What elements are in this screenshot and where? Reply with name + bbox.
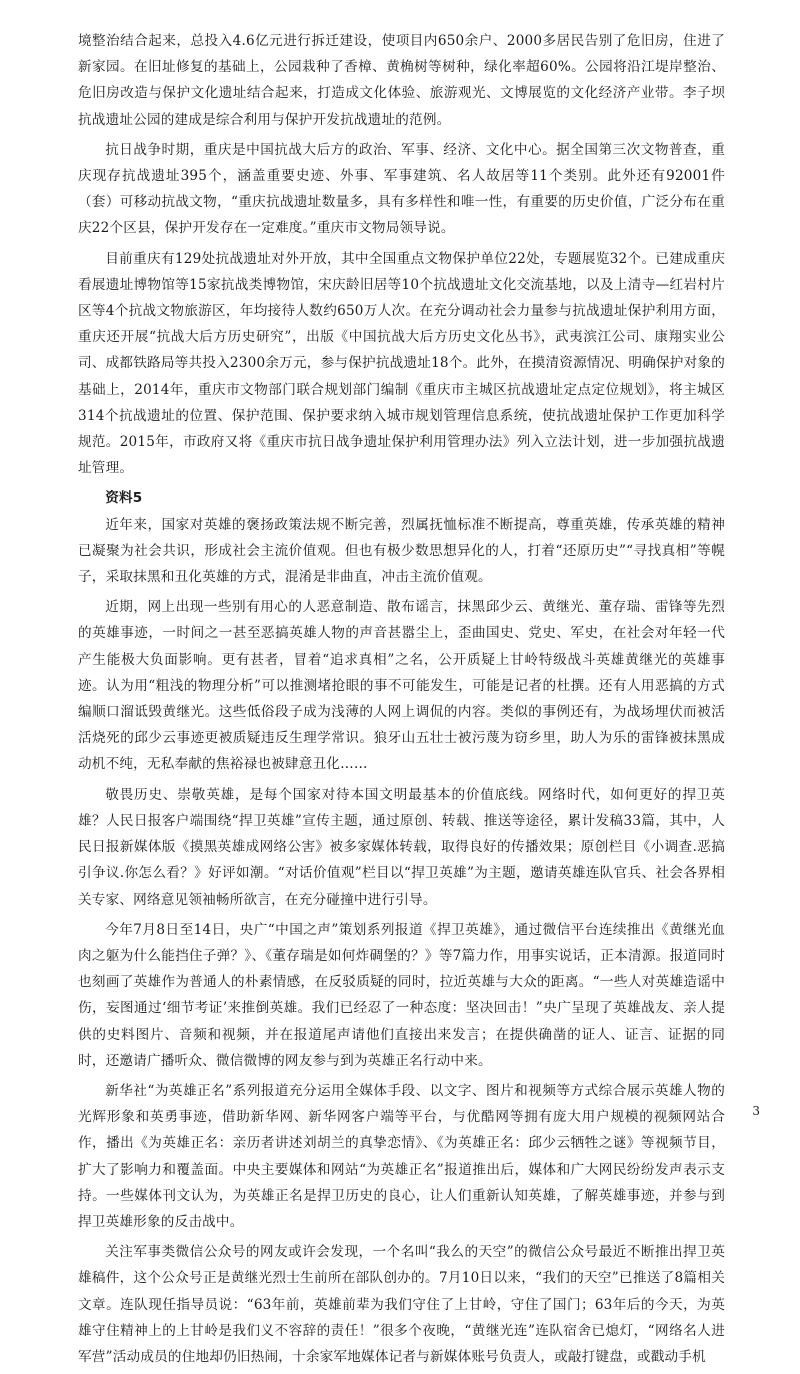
paragraph: 关注军事类微信公众号的网友或许会发现，一个名叫“我么的天空”的微信公众号最近不断推出捍卫英雄稿件，这个公众号正是黄继光烈士生前所在部队创办的。7月10日以来，“我们的天空”已推送了8篇相关文章。连队现任指导员说：“63年前，英雄前辈为我们守住了上甘岭，守住了国门；63年后的今天，为英雄守住精神上的上甘岭是我们义不容辞的责任！”很多个夜晚，“黄继光连”连队宿舍已熄灯，“网络名人进军营”活动成员的住地却仍旧热闹，十余家军地媒体记者与新媒体账号负责人，或敲打键盘，或戳动手机 — [78, 1244, 725, 1365]
page-number: 3 — [752, 1104, 760, 1118]
paragraph: 境整治结合起来，总投入4.6亿元进行拆迁建设，使项目内650余户、2000多居民告别了危旧房，住进了新家园。在旧址修复的基础上，公园栽种了香樟、黄桷树等树种，绿化率超60%。公园将沿江堤岸整治、危旧房改造与保护文化遗址结合起来，打造成文化体验、旅游观光、文博展览的文化经济产业带。李子坝抗战遗址公园的建成是综合利用与保护开发抗战遗址的范例。 — [78, 33, 725, 128]
paragraph: 今年7月8日至14日，央广“中国之声”策划系列报道《捍卫英雄》，通过微信平台连续推出《黄继光血肉之躯为什么能挡住子弹？》、《董存瑞是如何炸碉堡的？》等7篇力作，用事实说话，正本清源。报道同时也刻画了英雄作为普通人的朴素情感，在反驳质疑的同时，拉近英雄与大众的距离。“一些人对英雄造谣中伤，妄图通过‘细节考证’来推倒英雄。我们已经忍了一种态度：坚决回击！”央广呈现了英雄战友、亲人提供的史料图片、音频和视频，并在报道尾声请他们直接出来发言；在提供确凿的证人、证言、证据的同时，还邀请广播听众、微信微博的网友参与到为英雄正名行动中来。 — [78, 921, 725, 1069]
paragraph: 近年来，国家对英雄的褒扬政策法规不断完善，烈属抚恤标准不断提高，尊重英雄，传承英雄的精神已凝聚为社会共识，形成社会主流价值观。但也有极少数思想异化的人，打着“还原历史”“寻找真相”等幌子，采取抹黑和丑化英雄的方式，混淆是非曲直，冲击主流价值观。 — [78, 516, 725, 586]
paragraph: 目前重庆有129处抗战遗址对外开放，其中全国重点文物保护单位22处，专题展览32个。已建成重庆看展遗址博物馆等15家抗战类博物馆，宋庆龄旧居等10个抗战遗址文化交流基地，以及上清寺—红岩村片区等4个抗战文物旅游区，年均接待人数约650万人次。在充分调动社会力量参与抗战遗址保护利用方面，重庆还开展“抗战大后方历史研究”，出版《中国抗战大后方历史文化丛书》，武夷滨江公司、康翔实业公司、成都铁路局等共投入2300余万元，参与保护抗战遗址18个。此外，在摸清资源情况、明确保护对象的基础上，2014年，重庆市文物部门联合规划部门编制《重庆市主城区抗战遗址定点定位规划》，将主城区314个抗战遗址的位置、保护范围、保护要求纳入城市规划管理信息系统，使抗战遗址保护工作更加科学规范。2015年，市政府又将《重庆市抗日战争遗址保护利用管理办法》列入立法计划，进一步加强抗战遗址管理。 — [78, 250, 725, 477]
paragraph: 近期，网上出现一些别有用心的人恶意制造、散布谣言，抹黑邱少云、黄继光、董存瑞、雷锋等先烈的英雄事迹，一时间之一甚至恶搞英雄人物的声音甚嚣尘上，歪曲国史、党史、军史，在社会对年轻一代产生能极大负面影响。更有甚者，冒着“追求真相”之名，公开质疑上甘岭特级战斗英雄黄继光的英雄事迹。认为用“粗浅的物理分析”可以推测堵抢眼的事不可能发生，可能是记者的杜撰。还有人用恶搞的方式编顺口溜诋毁黄继光。这些低俗段子成为浅薄的人网上调侃的内容。类似的事例还有，为战场埋伏而被活活烧死的邱少云事迹更被质疑违反生理学常识。狼牙山五壮士被污蔑为窃乡里，助人为乐的雷锋被抹黑成动机不纯，无私奉献的焦裕禄也被肆意丑化…… — [78, 599, 725, 773]
paragraph: 敬畏历史、崇敬英雄，是每个国家对待本国文明最基本的价值底线。网络时代，如何更好的捍卫英雄？人民日报客户端围绕“捍卫英雄”宣传主题，通过原创、转载、推送等途径，累计发稿33篇，其中，人民日报新媒体版《摸黑英雄成网络公害》被多家媒体转载，取得良好的传播效果；原创栏目《小调查.恶搞引争议.你怎么看？》好评如潮。“对话价值观”栏目以“捍卫英雄”为主题，邀请英雄连队官兵、社会各界相关专家、网络意见领袖畅所欲言，在充分碰撞中进行引导。 — [78, 786, 725, 908]
paragraph: 抗日战争时期，重庆是中国抗战大后方的政治、军事、经济、文化中心。据全国第三次文物普查，重庆现存抗战遗址395个，涵盖重要史迹、外事、军事建筑、名人故居等11个类别。此外还有92001件（套）可移动抗战文物，“重庆抗战遗址数量多，具有多样性和唯一性，有重要的历史价值，广泛分布在重庆22个区县，保护开发存在一定难度。”重庆市文物局领导说。 — [78, 141, 725, 237]
paragraph: 新华社“为英雄正名”系列报道充分运用全媒体手段、以文字、图片和视频等方式综合展示英雄人物的光辉形象和英勇事迹，借助新华网、新华网客户端等平台，与优酷网等拥有庞大用户规模的视频网站合作，播出《为英雄正名：亲历者讲述刘胡兰的真挚恋情》、《为英雄正名：邱少云牺牲之谜》等视频节目，扩大了影响力和覆盖面。中央主要媒体和网站“为英雄正名”报道推出后，媒体和广大网民纷纷发声表示支持。一些媒体刊文认为，为英雄正名是捍卫历史的良心，让人们重新认知英雄，了解英雄事迹，并参与到捍卫英雄形象的反击战中。 — [78, 1082, 725, 1230]
document-page — [78, 28, 725, 1374]
section-heading: 资料5 — [105, 490, 143, 507]
